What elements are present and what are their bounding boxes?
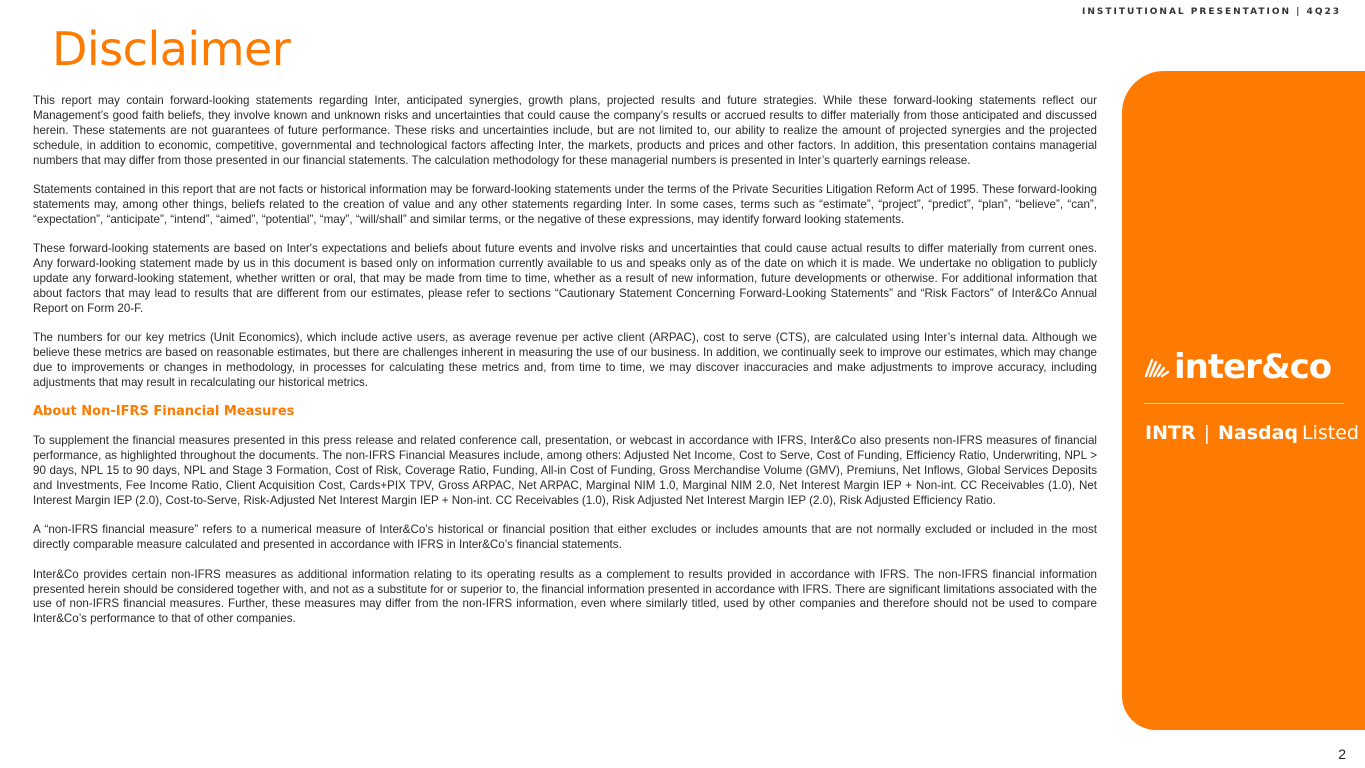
ticker-symbol: INTR <box>1145 422 1196 444</box>
non-ifrs-heading: About Non-IFRS Financial Measures <box>33 404 295 420</box>
listed-label: Listed <box>1302 422 1359 444</box>
divider <box>1144 403 1344 404</box>
listing-info <box>1145 422 1359 444</box>
disclaimer-paragraph: These forward-looking statements are based on Inter's expectations and beliefs about future events and involve risks and uncertainties that could cause actual results to differ materially from current ones. Any forward-looking statement made by us in this document is based only on information currently available to us and speaks only as of the date on which it is made. We undertake no obligation to publicly update any forward-looking statement, whether written or oral, that may be made from time to time, whether as a result of new information, future developments or otherwise. For additional information that about factors that may lead to results that are different from our estimates, please refer to sections “Cautionary Statement Concerning Forward-Looking Statements” and “Risk Factors” of Inter&Co Annual Report on Form 20-F. <box>33 242 1097 315</box>
company-logo <box>1144 347 1332 387</box>
non-ifrs-paragraph: To supplement the financial measures presented in this press release and related conference call, presentation, or webcast in accordance with IFRS, Inter&Co also presents non-IFRS measures of financial performance, as highlighted throughout the documents. The non-IFRS Financial Measures include, among others: Adjusted Net Income, Cost to Serve, Cost of Funding, Efficiency Ratio, Underwriting, NPL > 90 days, NPL 15 to 90 days, NPL and Stage 3 Formation, Cost of Risk, Coverage Ratio, Funding, All-in Cost of Funding, Gross Merchandise Volume (GMV), Premiuns, Net Inflows, Global Services Deposits and Investments, Fee Income Ratio, Client Acquisition Cost, Cards+PIX TPV, Gross ARPAC, Net ARPAC, Marginal NIM 1.0, Marginal NIM 2.0, Net Interest Margin IEP + Non-int. CC Receivables (1.0), Net Interest Margin IEP (2.0), Cost-to-Serve, Risk-Adjusted Net Interest Margin IEP + Non-int. CC Receivables (1.0), Risk Adjusted Net Interest Margin IEP (2.0), Risk Adjusted Efficiency Ratio. <box>33 434 1097 507</box>
sun-rays-icon <box>1144 356 1170 378</box>
disclaimer-body <box>33 94 1097 642</box>
disclaimer-paragraph: The numbers for our key metrics (Unit Economics), which include active users, as average revenue per active client (ARPAC), cost to serve (CTS), are calculated using Inter’s internal data. Although we believe these metrics are based on reasonable estimates, but there are challenges inherent in measuring the use of our business. In addition, we continually seek to improve our estimates, which may change due to improvements or changes in methodology, in processes for calculating these metrics and, from time to time, we may discover inaccuracies and make adjustments to improve accuracy, including adjustments that may result in recalculating our historical metrics. <box>33 331 1097 389</box>
logo-wordmark: inter&co <box>1174 347 1332 387</box>
page-title: Disclaimer <box>52 22 291 76</box>
brand-panel <box>1122 71 1365 730</box>
page-number: 2 <box>1338 746 1346 762</box>
exchange-name: Nasdaq <box>1217 422 1299 444</box>
listing-separator: | <box>1203 422 1210 444</box>
disclaimer-paragraph: This report may contain forward-looking statements regarding Inter, anticipated synergies, growth plans, projected results and future strategies. While these forward-looking statements reflect our Management’s good faith beliefs, they involve known and unknown risks and uncertainties that could cause the company’s results or accrued results to differ materially from those anticipated and discussed herein. These statements are not guarantees of future performance. These risks and uncertainties include, but are not limited to, our ability to realize the amount of projected synergies and the projected schedule, in addition to economic, competitive, governmental and technological factors affecting Inter, the markets, products and prices and other factors. In addition, this presentation contains managerial numbers that may differ from those presented in our financial statements. The calculation methodology for these managerial numbers is presented in Inter’s quarterly earnings release. <box>33 94 1097 167</box>
presentation-tag: INSTITUTIONAL PRESENTATION | 4Q23 <box>1081 7 1341 17</box>
disclaimer-paragraph: Statements contained in this report that are not facts or historical information may be forward-looking statements under the terms of the Private Securities Litigation Reform Act of 1995. These forward-looking statements may, among other things, beliefs related to the creation of value and any other statements regarding Inter. In some cases, terms such as “estimate”, “project”, “predict”, “plan”, “believe”, “can”, “expectation”, “anticipate”, “intend”, “aimed”, “potential”, “may”, “will/shall” and similar terms, or the negative of these expressions, may identify forward looking statements. <box>33 183 1097 226</box>
non-ifrs-paragraph: A “non-IFRS financial measure” refers to a numerical measure of Inter&Co’s historical or financial position that either excludes or includes amounts that are not normally excluded or included in the most directly comparable measure calculated and presented in accordance with IFRS in Inter&Co’s financial statements. <box>33 523 1097 552</box>
non-ifrs-paragraph: Inter&Co provides certain non-IFRS measures as additional information relating to its operating results as a complement to results provided in accordance with IFRS. The non-IFRS financial information presented herein should be considered together with, and not as a substitute for or superior to, the financial information presented in accordance with IFRS. There are significant limitations associated with the use of non-IFRS financial measures. Further, these measures may differ from the non-IFRS information, even where similarly titled, used by other companies and therefore should not be used to compare Inter&Co’s performance to that of other companies. <box>33 567 1097 626</box>
